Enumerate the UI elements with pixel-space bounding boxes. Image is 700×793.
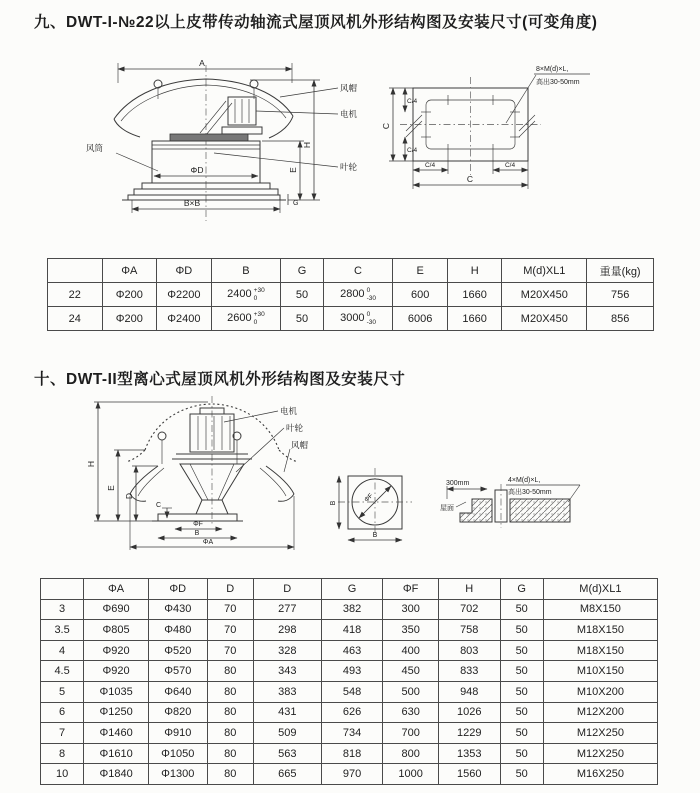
table-cell: 833 xyxy=(438,661,500,682)
table-cell: 756 xyxy=(587,283,654,307)
table-cell: M12X250 xyxy=(543,723,657,744)
table-cell: 6 xyxy=(41,702,84,723)
table-cell: Φ2200 xyxy=(157,283,212,307)
table-cell: 1229 xyxy=(438,723,500,744)
axial-side-view xyxy=(86,58,358,221)
table-cell: 700 xyxy=(383,723,439,744)
table-cell: M20X450 xyxy=(502,283,587,307)
table-row xyxy=(41,640,658,661)
table-cell: M12X200 xyxy=(543,702,657,723)
table-cell: 3000 0 -30 xyxy=(323,307,393,331)
table-cell: Φ640 xyxy=(148,681,207,702)
table-row xyxy=(48,307,654,331)
dim-b-left-label: B xyxy=(330,500,337,506)
header-row xyxy=(48,259,654,283)
table-cell: 383 xyxy=(253,681,321,702)
table-cell: 6006 xyxy=(393,307,448,331)
dim-c4-label: C/4 xyxy=(407,98,418,105)
table-cell: Φ1840 xyxy=(84,764,149,785)
table-cell: 50 xyxy=(500,661,543,682)
table-cell: M10X200 xyxy=(543,681,657,702)
column-header: C xyxy=(323,259,393,283)
table-cell: 7 xyxy=(41,723,84,744)
table-cell: 8 xyxy=(41,743,84,764)
table-cell: Φ520 xyxy=(148,640,207,661)
table-cell: 298 xyxy=(253,620,321,641)
table-cell: 4 xyxy=(41,640,84,661)
bolt-note-line2: 高出30-50mm xyxy=(536,79,580,86)
table-cell: Φ690 xyxy=(84,599,149,620)
column-header: G xyxy=(281,259,323,283)
table-cell: 450 xyxy=(383,661,439,682)
table-cell: 50 xyxy=(500,723,543,744)
table-cell: 70 xyxy=(207,640,253,661)
table-cell: 80 xyxy=(207,702,253,723)
table-cell: 856 xyxy=(587,307,654,331)
table-cell: 734 xyxy=(321,723,383,744)
table-cell: M18X150 xyxy=(543,640,657,661)
table-cell: 665 xyxy=(253,764,321,785)
table-cell: 10 xyxy=(41,764,84,785)
table-cell: Φ480 xyxy=(148,620,207,641)
table-cell: 1353 xyxy=(438,743,500,764)
table-cell: Φ200 xyxy=(102,307,157,331)
wind-cap-label: 风帽 xyxy=(340,83,358,93)
table-cell: 1000 xyxy=(383,764,439,785)
table-cell: 626 xyxy=(321,702,383,723)
table-cell: 818 xyxy=(321,743,383,764)
table-row xyxy=(41,661,658,682)
motor-label: 电机 xyxy=(340,109,358,119)
table-cell: 4.5 xyxy=(41,661,84,682)
table-cell: 2800 0 -30 xyxy=(323,283,393,307)
dim-c4-label: C/4 xyxy=(407,147,418,154)
table-cell: 50 xyxy=(500,640,543,661)
dim-phi-a-label: ΦA xyxy=(202,539,214,546)
table-cell: 350 xyxy=(383,620,439,641)
table-cell: 50 xyxy=(281,307,323,331)
table-cell: 24 xyxy=(48,307,103,331)
table-cell: Φ570 xyxy=(148,661,207,682)
table-cell: 431 xyxy=(253,702,321,723)
column-header: D xyxy=(207,579,253,600)
table-cell: 80 xyxy=(207,681,253,702)
dim-d-label: D xyxy=(124,492,134,500)
table-cell: Φ1610 xyxy=(84,743,149,764)
table-cell: 600 xyxy=(393,283,448,307)
table-cell: 2400 +30 0 xyxy=(211,283,281,307)
table-cell: 1026 xyxy=(438,702,500,723)
table-cell: 1560 xyxy=(438,764,500,785)
table-cell: 22 xyxy=(48,283,103,307)
column-header: H xyxy=(438,579,500,600)
dim-h-label: H xyxy=(86,460,96,468)
table-cell: Φ430 xyxy=(148,599,207,620)
table-cell: Φ1250 xyxy=(84,702,149,723)
table-cell: 50 xyxy=(500,620,543,641)
table-cell: 50 xyxy=(500,743,543,764)
roof-surface-label: 屋面 xyxy=(440,505,454,512)
wind-cap-label: 风帽 xyxy=(291,440,309,450)
table-cell: Φ1050 xyxy=(148,743,207,764)
column-header: 重量(kg) xyxy=(587,259,654,283)
column-header: G xyxy=(500,579,543,600)
table-cell: Φ805 xyxy=(84,620,149,641)
table-row xyxy=(48,283,654,307)
table-cell: 80 xyxy=(207,743,253,764)
axial-fan-drawing xyxy=(40,53,660,245)
dim-b-label: B xyxy=(194,530,200,537)
centrifugal-fan-drawing xyxy=(40,392,660,578)
table-cell: 50 xyxy=(500,599,543,620)
section-axial-title: 九、DWT-I-№22以上皮带传动轴流式屋顶风机外形结构图及安装尺寸(可变角度) xyxy=(34,14,598,31)
table-row xyxy=(41,681,658,702)
column-header: ΦD xyxy=(148,579,207,600)
table-cell: M12X250 xyxy=(543,743,657,764)
table-cell: 509 xyxy=(253,723,321,744)
impeller-label: 叶轮 xyxy=(286,423,304,433)
dim-g-label: G xyxy=(293,200,299,207)
bolt-note-line1: 4×M(d)×L, xyxy=(508,477,541,484)
column-header: E xyxy=(393,259,448,283)
table-cell: 277 xyxy=(253,599,321,620)
column-header: ΦF xyxy=(383,579,439,600)
table-cell: 2600 +30 0 xyxy=(211,307,281,331)
duct-label: 风筒 xyxy=(86,143,104,153)
table-cell: 5 xyxy=(41,681,84,702)
column-header: M(d)XL1 xyxy=(543,579,657,600)
table-row xyxy=(41,764,658,785)
table-cell: 1660 xyxy=(447,307,502,331)
table-cell: 50 xyxy=(500,681,543,702)
table-cell: M20X450 xyxy=(502,307,587,331)
table-row xyxy=(41,723,658,744)
table-cell: 548 xyxy=(321,681,383,702)
column-header: ΦD xyxy=(157,259,212,283)
table-cell: 463 xyxy=(321,640,383,661)
table-cell: M16X250 xyxy=(543,764,657,785)
table-cell: 800 xyxy=(383,743,439,764)
table-row xyxy=(41,599,658,620)
table-cell: Φ910 xyxy=(148,723,207,744)
table-cell: 70 xyxy=(207,620,253,641)
dim-c-label: C xyxy=(156,502,162,509)
table-cell: Φ1035 xyxy=(84,681,149,702)
table-cell: Φ820 xyxy=(148,702,207,723)
axial-dimension-table xyxy=(47,258,654,331)
column-header: B xyxy=(211,259,281,283)
table-cell: 630 xyxy=(383,702,439,723)
column-header: M(d)XL1 xyxy=(502,259,587,283)
table-cell: Φ200 xyxy=(102,283,157,307)
table-cell: 382 xyxy=(321,599,383,620)
table-cell: 80 xyxy=(207,661,253,682)
table-row xyxy=(41,702,658,723)
table-cell: 1660 xyxy=(447,283,502,307)
table-cell: 80 xyxy=(207,723,253,744)
table-cell: Φ1460 xyxy=(84,723,149,744)
centrifugal-plan-view xyxy=(330,468,412,540)
dim-b-bottom-label: B xyxy=(372,532,378,539)
impeller-label: 叶轮 xyxy=(340,162,358,172)
table-cell: 758 xyxy=(438,620,500,641)
motor-label: 电机 xyxy=(280,406,298,416)
table-cell: 70 xyxy=(207,599,253,620)
section-centrifugal-title: 十、DWT-II型离心式屋顶风机外形结构图及安装尺寸 xyxy=(34,371,406,388)
column-header: ΦA xyxy=(84,579,149,600)
table-cell: Φ2400 xyxy=(157,307,212,331)
table-cell: 970 xyxy=(321,764,383,785)
dim-300mm-label: 300mm xyxy=(446,480,470,487)
table-cell: 418 xyxy=(321,620,383,641)
table-cell: 328 xyxy=(253,640,321,661)
column-header xyxy=(48,259,103,283)
bolt-note-line2: 高出30-50mm xyxy=(508,489,552,496)
dim-c-bottom-label: C xyxy=(466,174,474,184)
table-cell: 948 xyxy=(438,681,500,702)
table-cell: 80 xyxy=(207,764,253,785)
table-cell: 493 xyxy=(321,661,383,682)
table-cell: M18X150 xyxy=(543,620,657,641)
table-cell: 300 xyxy=(383,599,439,620)
dim-a-label: A xyxy=(199,58,205,68)
header-row xyxy=(41,579,658,600)
table-row xyxy=(41,620,658,641)
table-cell: 500 xyxy=(383,681,439,702)
column-header: D xyxy=(253,579,321,600)
foundation-detail xyxy=(440,477,580,528)
dim-c4-label: C/4 xyxy=(424,162,436,169)
dim-c4-label: C/4 xyxy=(504,162,516,169)
dim-bxb-label: B×B xyxy=(183,198,201,208)
table-cell: 50 xyxy=(500,764,543,785)
bolt-note-line1: 8×M(d)×L, xyxy=(536,66,569,73)
centrifugal-dimension-table xyxy=(40,578,658,785)
column-header xyxy=(41,579,84,600)
table-cell: 3.5 xyxy=(41,620,84,641)
table-row xyxy=(41,743,658,764)
dim-e-label: E xyxy=(106,485,116,491)
dim-phi-f-label: ΦF xyxy=(363,492,375,504)
table-cell: 50 xyxy=(500,702,543,723)
table-cell: M8X150 xyxy=(543,599,657,620)
column-header: G xyxy=(321,579,383,600)
dim-phi-d-label: ΦD xyxy=(190,165,204,175)
dim-phi-f-label: ΦF xyxy=(193,521,203,528)
table-cell: 400 xyxy=(383,640,439,661)
table-cell: 50 xyxy=(281,283,323,307)
table-cell: M10X150 xyxy=(543,661,657,682)
table-cell: 803 xyxy=(438,640,500,661)
column-header: ΦA xyxy=(102,259,157,283)
table-cell: 702 xyxy=(438,599,500,620)
centrifugal-side-view xyxy=(86,396,309,550)
table-cell: 3 xyxy=(41,599,84,620)
table-cell: 563 xyxy=(253,743,321,764)
dim-c-left-label: C xyxy=(381,122,391,130)
axial-plan-view xyxy=(381,66,590,189)
table-cell: Φ920 xyxy=(84,661,149,682)
dim-e-label: E xyxy=(288,167,298,173)
table-cell: 343 xyxy=(253,661,321,682)
table-cell: Φ920 xyxy=(84,640,149,661)
dim-h-label: H xyxy=(302,141,312,149)
table-cell: Φ1300 xyxy=(148,764,207,785)
column-header: H xyxy=(447,259,502,283)
